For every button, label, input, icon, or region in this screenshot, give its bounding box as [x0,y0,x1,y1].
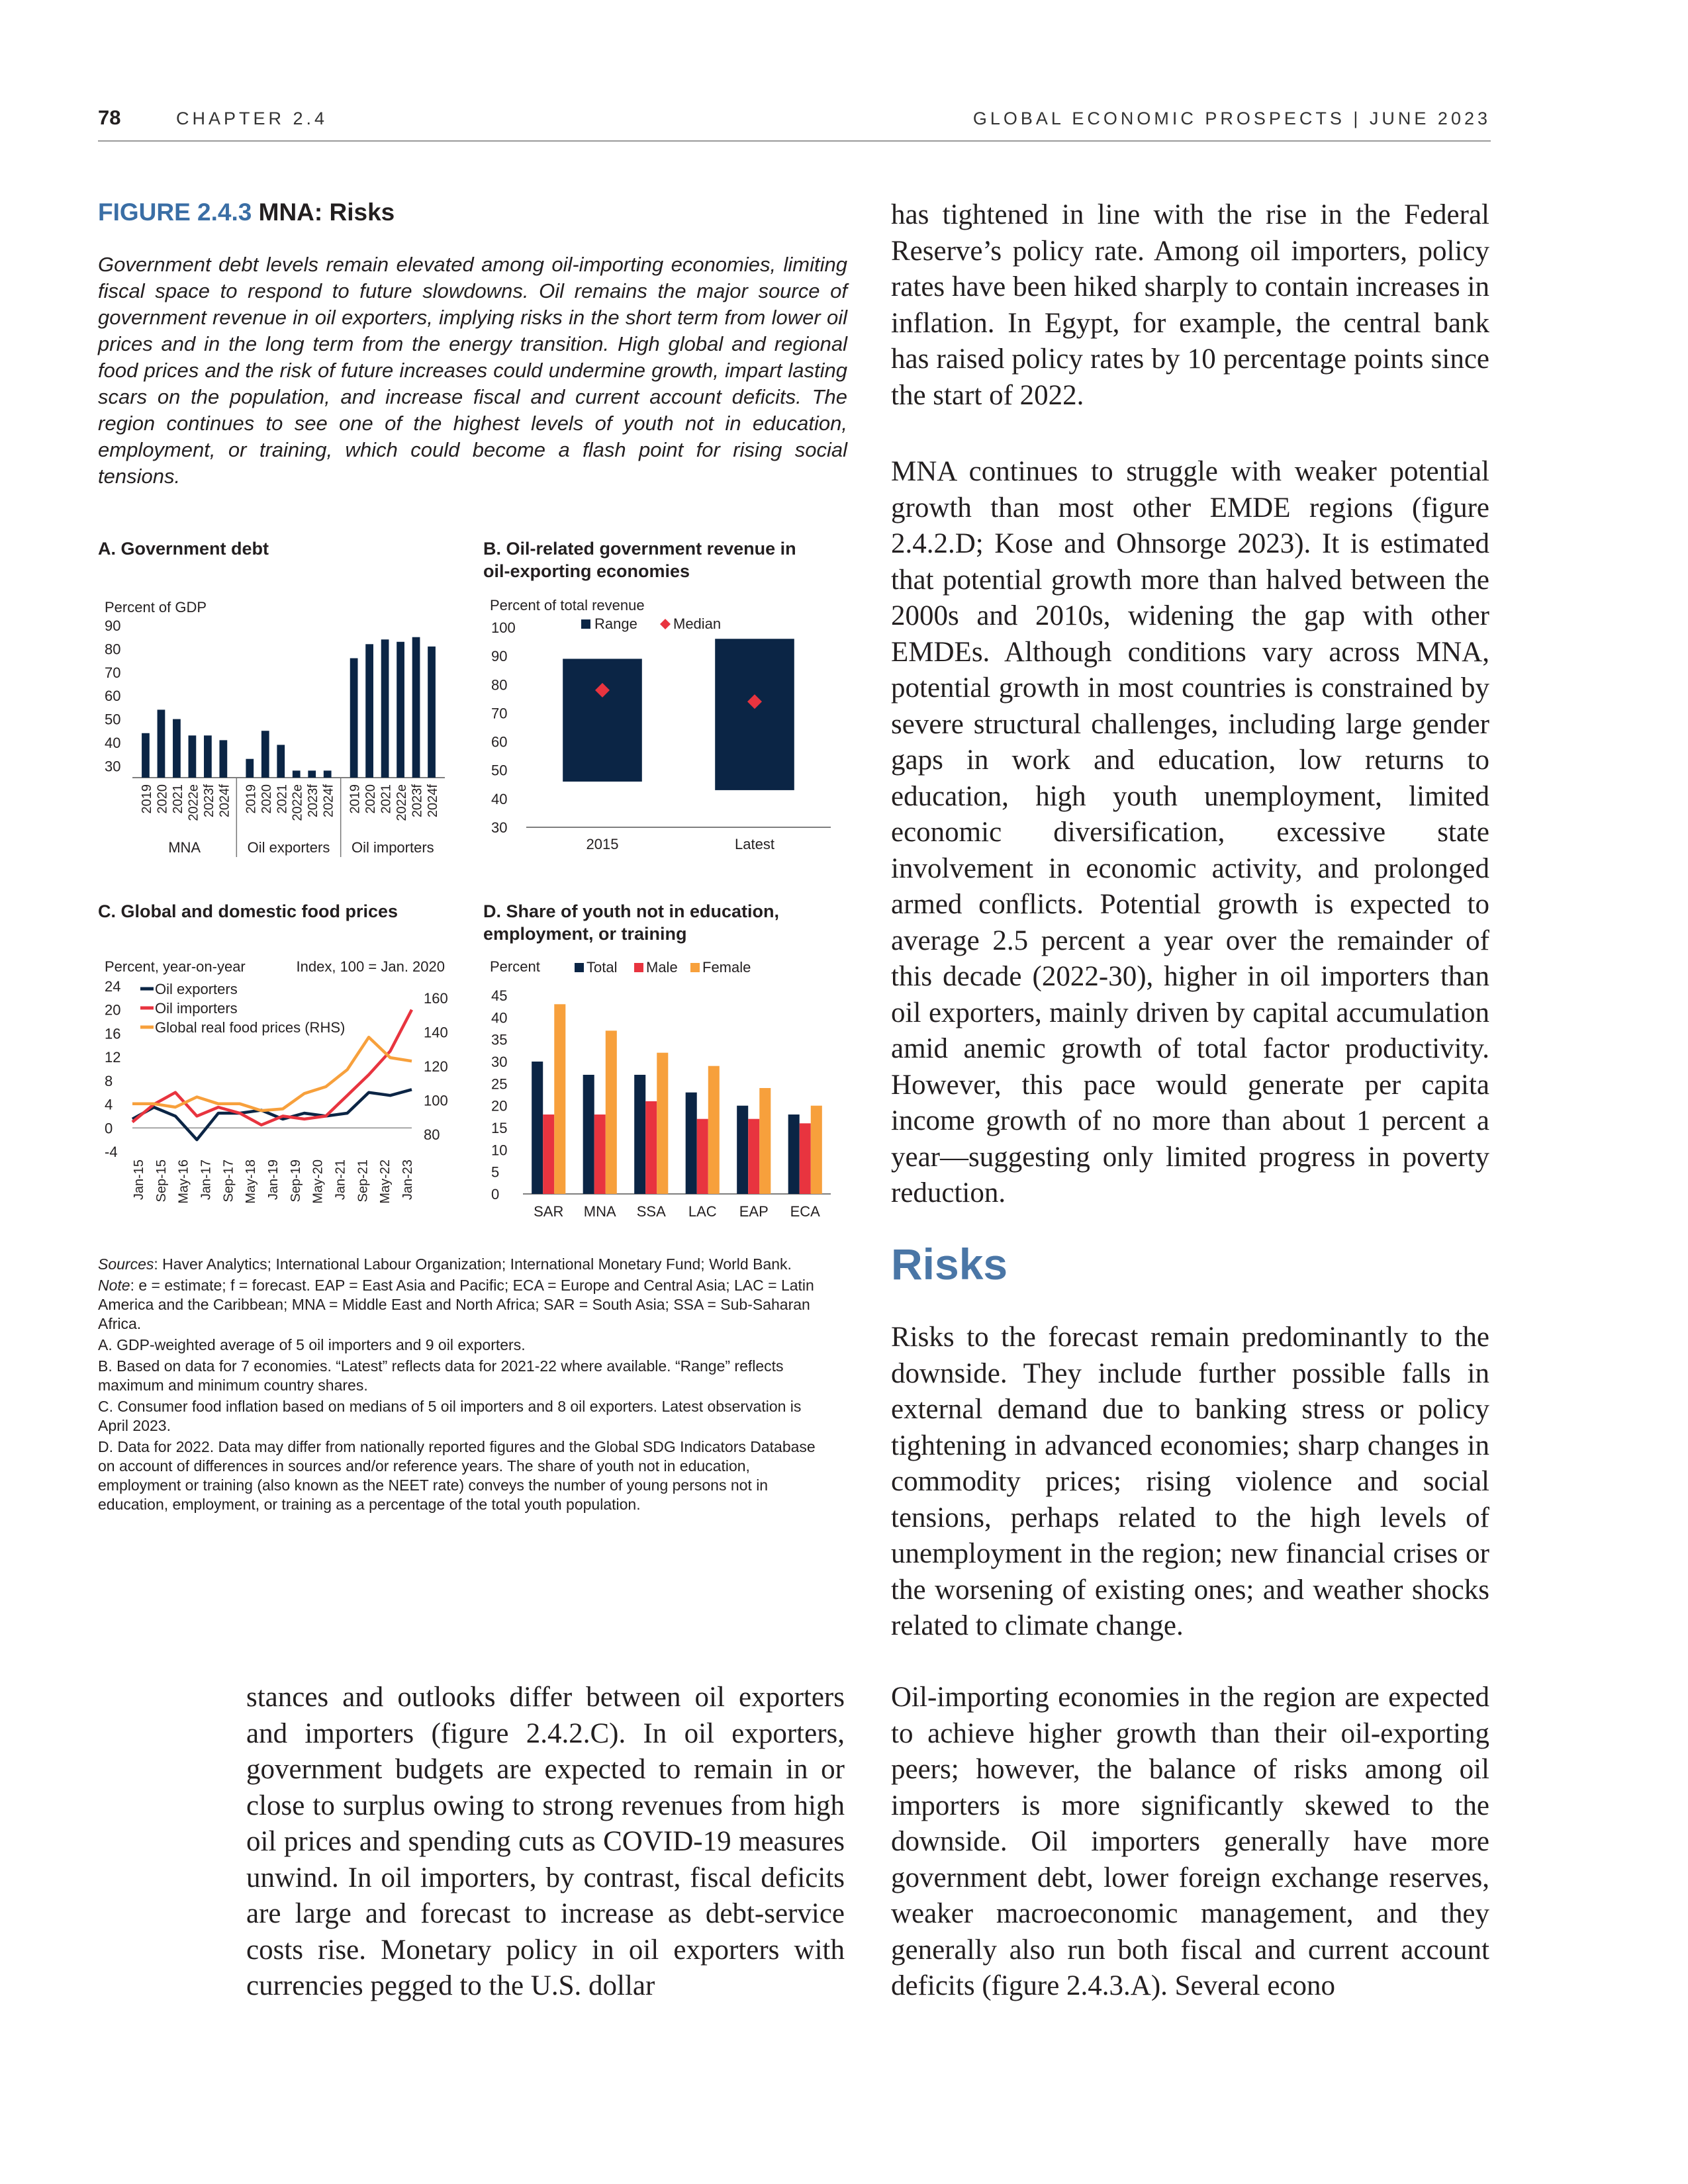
panel-c-x-tick-label: May-22 [378,1160,393,1204]
panel-c-x-tick-label: Jan-19 [266,1160,281,1201]
panel-a-bar [142,733,150,778]
panel-a-x-tick-label: 2021 [170,784,185,814]
panel-c-title: C. Global and domestic food prices [98,901,399,921]
panel-a-y-tick-label: 80 [105,641,121,658]
panel-b-legend-range-label: Range [594,615,637,632]
panel-c-x-tick-label: Jan-17 [199,1160,214,1201]
panel-a-bar [189,735,197,778]
section-heading-risks: Risks [891,1240,1008,1289]
panel-d-bar [759,1088,771,1194]
panel-c-y-tick-label: -4 [105,1144,118,1160]
panel-d-y-tick-label: 40 [491,1009,508,1026]
panel-c-legend-label: Oil importers [155,1000,238,1017]
panel-c-y-tick-label-right: 100 [424,1092,448,1109]
panel-c-x-tick-label: Jan-23 [400,1160,415,1201]
figure-sources [98,1255,820,1516]
panel-c-x-tick-label: May-20 [310,1160,326,1204]
panel-d-y-tick-label: 10 [491,1142,508,1159]
panel-c-y-tick-label-right: 140 [424,1024,448,1041]
panel-d-legend-swatch [690,963,700,972]
panel-a-bar [261,731,269,778]
panel-a-x-tick-label: 2020 [363,784,379,814]
panel-d-bar [708,1066,720,1194]
right-body-text-4 [891,1680,1489,2005]
note-b: B. Based on data for 7 economies. “Latest” reflects data for 2021-22 where available. “Range” reflects maximum and minimum country shares. [98,1357,784,1394]
right-body-text-1 [891,197,1489,414]
paragraph: Risks to the forecast remain predominantly to the downside. They include further possible falls in external demand due to banking stress or policy tightening in advanced economies; sharp changes in commodity prices; rising violence and social tensions, perhaps related to the high levels of unemployment in the region; new financial crises or the worsening of existing ones; and weather shocks related to climate change. [891,1322,1489,1641]
panel-c-legend-label: Oil exporters [155,981,238,997]
panel-b-y-tick-label: 70 [491,705,508,722]
panel-b-y-tick-label: 60 [491,733,508,751]
panel-a-bar [365,644,373,778]
panel-a-x-tick-label: 2022e [186,784,201,821]
panel-d-y-tick-label: 45 [491,987,508,1004]
panel-b-y-tick-label: 50 [491,762,508,779]
panel-d-bar [686,1093,697,1194]
panel-a-bar [308,770,316,778]
panel-b-x-tick-label: Latest [735,836,774,852]
panel-d-y-tick-label: 15 [491,1120,508,1136]
panel-a-x-tick-label: 2023f [201,784,216,818]
panel-d-x-tick-label: SAR [534,1203,564,1220]
panel-a-bar [246,759,254,778]
panel-a-y-tick-label: 40 [105,734,121,751]
panel-d-y-tick-label: 25 [491,1075,508,1093]
note-c: C. Consumer food inflation based on medians of 5 oil importers and 8 oil exporters. Latest observation is April 2023. [98,1398,802,1434]
panel-d-y-tick-label: 5 [491,1163,500,1181]
panel-a-group-label: Oil importers [351,839,434,856]
panel-a-bar [412,637,420,778]
paragraph: stances and outlooks differ between oil exporters and importers (figure 2.4.2.C). In oil exporters, government budgets are expected to remain in or close to surplus owing to strong revenues from high oil prices and spending cuts as COVID-19 measures unwind. In oil importers, by contrast, fiscal deficits are large and forecast to increase as debt-service costs rise. Monetary policy in oil exporters with currencies pegged to the U.S. dollar [246,1682,845,2001]
panel-a-group-label: MNA [168,839,201,856]
panel-c-y-tick-label-right: 120 [424,1058,448,1075]
panel-d-legend-label: Total [586,959,618,976]
panel-d-x-tick-label: MNA [583,1203,616,1220]
panel-d-bar [697,1119,708,1194]
panel-d-x-tick-label: SSA [636,1203,666,1220]
panel-a-y-tick-label: 90 [105,617,121,634]
panel-d-bar [532,1062,543,1194]
panel-a-x-tick-label: 2019 [139,784,154,814]
panel-c-y-tick-label: 4 [105,1096,113,1113]
panel-d-legend-label: Male [646,959,678,976]
panel-c-y-tick-label: 12 [105,1049,121,1066]
panel-a-x-tick-label: 2021 [379,784,394,814]
panel-d-bar [554,1004,565,1194]
panel-d-y-tick-label: 30 [491,1054,508,1070]
panel-a-x-tick-label: 2019 [244,784,259,814]
page-number: 78 [98,106,121,129]
note-d: D. Data for 2022. Data may differ from nationally reported figures and the Global SDG Indicators Database on account of differences in sources and/or reference years. The share of youth not in education, employment or training (also known as the NEET rate) conveys the number of young persons not in education, employment, or training as a percentage of the total youth population. [98,1438,816,1513]
panel-c-y-tick-label-right: 160 [424,989,448,1007]
panel-a-bar [293,770,301,778]
panel-d-x-tick-label: EAP [739,1203,769,1220]
note-text: : e = estimate; f = forecast. EAP = East Asia and Pacific; ECA = Europe and Central Asia; LAC = Latin America and the Caribbean; MNA = Middle East and North Africa; SAR = South Asia; SSA = Sub-Saharan Africa. [98,1277,814,1332]
panel-a-x-tick-label: 2022e [290,784,305,821]
left-body-text [246,1680,845,2005]
panel-c-series-line [132,1089,412,1140]
note-a: A. GDP-weighted average of 5 oil importers and 9 oil exporters. [98,1336,526,1353]
panel-d-y-axis-label: Percent [490,958,540,975]
panel-b-y-tick-label: 30 [491,819,508,836]
panel-c-x-tick-label: May-16 [176,1160,191,1204]
right-body-text-2 [891,454,1489,1212]
figure-number: FIGURE 2.4.3 [98,199,252,226]
panel-a-x-tick-label: 2024f [321,784,336,818]
panel-b-legend-median-marker [660,619,671,629]
panel-c-y-tick-label: 24 [105,978,121,995]
panel-a-bar [220,740,228,778]
running-title: GLOBAL ECONOMIC PROSPECTS | JUNE 2023 [972,109,1491,128]
panel-b-legend-median-label: Median [673,615,722,632]
panel-d-bar [606,1030,617,1194]
panel-b-range-bar [563,659,642,782]
panel-d-bar [583,1075,594,1194]
panel-d-bar [800,1123,811,1194]
panel-c-x-tick-label: Sep-15 [154,1160,169,1203]
panel-a-x-tick-label: 2021 [275,784,290,814]
panel-d-bar [788,1115,800,1194]
panel-d-bar [543,1115,554,1194]
panel-d-bar [594,1115,606,1194]
panel-a-bar [397,642,404,778]
panel-d-y-tick-label: 35 [491,1031,508,1048]
panel-a-y-axis-label: Percent of GDP [105,599,207,615]
panel-d-bar [634,1075,645,1194]
panel-b-y-axis-label: Percent of total revenue [490,597,645,614]
panel-b-title-line-1: B. Oil-related government revenue in [483,539,796,559]
panel-c-y-axis-label: Percent, year-on-year [105,958,246,975]
panel-a-x-tick-label: 2022e [395,784,410,821]
panel-b-range-bar [715,639,794,790]
panel-b-title-line-2: oil-exporting economies [483,561,690,581]
panel-a-bar [324,770,332,778]
panel-d-bar [748,1119,759,1194]
panel-a-x-tick-label: 2024f [217,784,232,818]
panel-a-bar [173,719,181,778]
figure-title-text: MNA: Risks [258,199,395,226]
panel-d-x-tick-label: LAC [688,1203,717,1220]
panel-d-title-line-2: employment, or training [483,924,687,944]
paragraph: has tightened in line with the rise in the Federal Reserve’s policy rate. Among oil importers, policy rates have been hiked sharply to contain increases in inflation. In Egypt, for example, the central bank has raised policy rates by 10 percentage points since the start of 2022. [891,199,1489,411]
panel-a-x-tick-label: 2023f [410,784,425,818]
sources-line [98,1255,820,1274]
panel-b-y-tick-label: 100 [491,619,516,636]
sources-text: : Haver Analytics; International Labour Organization; International Monetary Fund; World Bank. [154,1255,792,1273]
panel-c-y-tick-label: 16 [105,1025,121,1042]
panel-c-y-tick-label: 8 [105,1072,113,1089]
panel-a-y-tick-label: 60 [105,688,121,705]
panel-d-bar [645,1101,657,1194]
paragraph: Oil-importing economies in the region are expected to achieve higher growth than their oil-exporting peers; however, the balance of risks among oil importers is more significantly skewed to the downside. Oil importers generally have more government debt, lower foreign exchange reserves, weaker macroeconomic management, and they generally also run both fiscal and current account deficits (figure 2.4.3.A). Several econo [891,1682,1489,2001]
panel-a-y-tick-label: 70 [105,664,121,681]
panel-d-legend-label: Female [702,959,751,976]
panel-a-group-label: Oil exporters [247,839,330,856]
panel-c-y-tick-label-right: 80 [424,1126,440,1144]
panel-c-y-tick-label: 0 [105,1120,113,1137]
sources-label: Sources [98,1255,154,1273]
panel-a-title: A. Government debt [98,539,269,559]
figure-caption: Government debt levels remain elevated among oil-importing economies, limiting fiscal space to respond to future slowdowns. Oil remains the major source of government revenue in oil exporters, implying risks in the short term from lower oil prices and in the long term from the energy transition. High global and regional food prices and the risk of future increases could undermine growth, impart lasting scars on the population, and increase fiscal and current account deficits. The region continues to see one of the highest levels of youth not in education, employment, or training, which could become a flash point for rising social tensions. [98,253,847,488]
panel-c-x-tick-label: May-18 [244,1160,259,1204]
panel-d-legend-swatch [575,963,584,972]
panel-c-y-axis-label-right: Index, 100 = Jan. 2020 [296,958,445,975]
panel-b-y-tick-label: 80 [491,676,508,694]
panel-d-x-tick-label: ECA [790,1203,820,1220]
panel-a-x-tick-label: 2020 [259,784,274,814]
panel-d-y-tick-label: 20 [491,1097,508,1115]
chapter-label: CHAPTER 2.4 [176,109,328,128]
panel-a-x-tick-label: 2019 [348,784,363,814]
panel-c-legend-label: Global real food prices (RHS) [155,1019,346,1036]
panel-a-bar [428,647,436,778]
panel-a-bar [158,709,165,778]
panel-a-x-tick-label: 2024f [426,784,441,818]
paragraph: MNA continues to struggle with weaker potential growth than most other EMDE regions (figure 2.4.2.D; Kose and Ohnsorge 2023). It is estimated that potential growth more than halved between the 2000s and 2010s, widening the gap with other EMDEs. Although conditions vary across MNA, potential growth in most countries is constrained by severe structural challenges, including large gender gaps in work and education, low returns to education, high youth unemployment, limited economic diversification, excessive state involvement in economic activity, and prolonged armed conflicts. Potential growth is expected to average 2.5 percent a year over the remainder of this decade (2022-30), higher in oil importers than oil exporters, mainly driven by capital accumulation amid anemic growth of total factor productivity. However, this pace would generate per capita income growth of no more than about 1 percent a year—suggesting only limited progress in poverty reduction. [891,456,1489,1208]
panel-c-x-tick-label: Jan-21 [333,1160,348,1201]
panel-c-x-tick-label: Jan-15 [132,1160,146,1201]
panel-c-y-tick-label: 20 [105,1001,121,1019]
panel-d-legend-swatch [634,963,643,972]
panel-a-y-tick-label: 50 [105,711,121,728]
panel-a-bar [381,639,389,778]
panel-b-legend-range-swatch [581,619,590,629]
panel-c-x-tick-label: Sep-21 [355,1160,371,1203]
panel-d-y-tick-label: 0 [491,1186,500,1203]
panel-a-bar [277,745,285,778]
panel-a-x-tick-label: 2020 [155,784,170,814]
note-label: Note [98,1277,130,1294]
panel-d-title-line-1: D. Share of youth not in education, [483,901,780,921]
panel-a-bar [350,659,358,778]
panel-b-y-tick-label: 40 [491,790,508,807]
panel-a-x-tick-label: 2023f [306,784,321,818]
panel-c-x-tick-label: Sep-19 [288,1160,303,1203]
panel-a-bar [204,735,212,778]
panel-d-bar [737,1106,748,1194]
right-body-text-3 [891,1320,1489,1645]
panel-b-x-tick-label: 2015 [586,836,619,852]
panel-b-y-tick-label: 90 [491,648,508,665]
note-line [98,1276,820,1334]
panel-c-x-tick-label: Sep-17 [221,1160,236,1203]
panel-a-y-tick-label: 30 [105,758,121,775]
panel-d-bar [657,1053,668,1194]
panel-d-bar [811,1106,822,1194]
